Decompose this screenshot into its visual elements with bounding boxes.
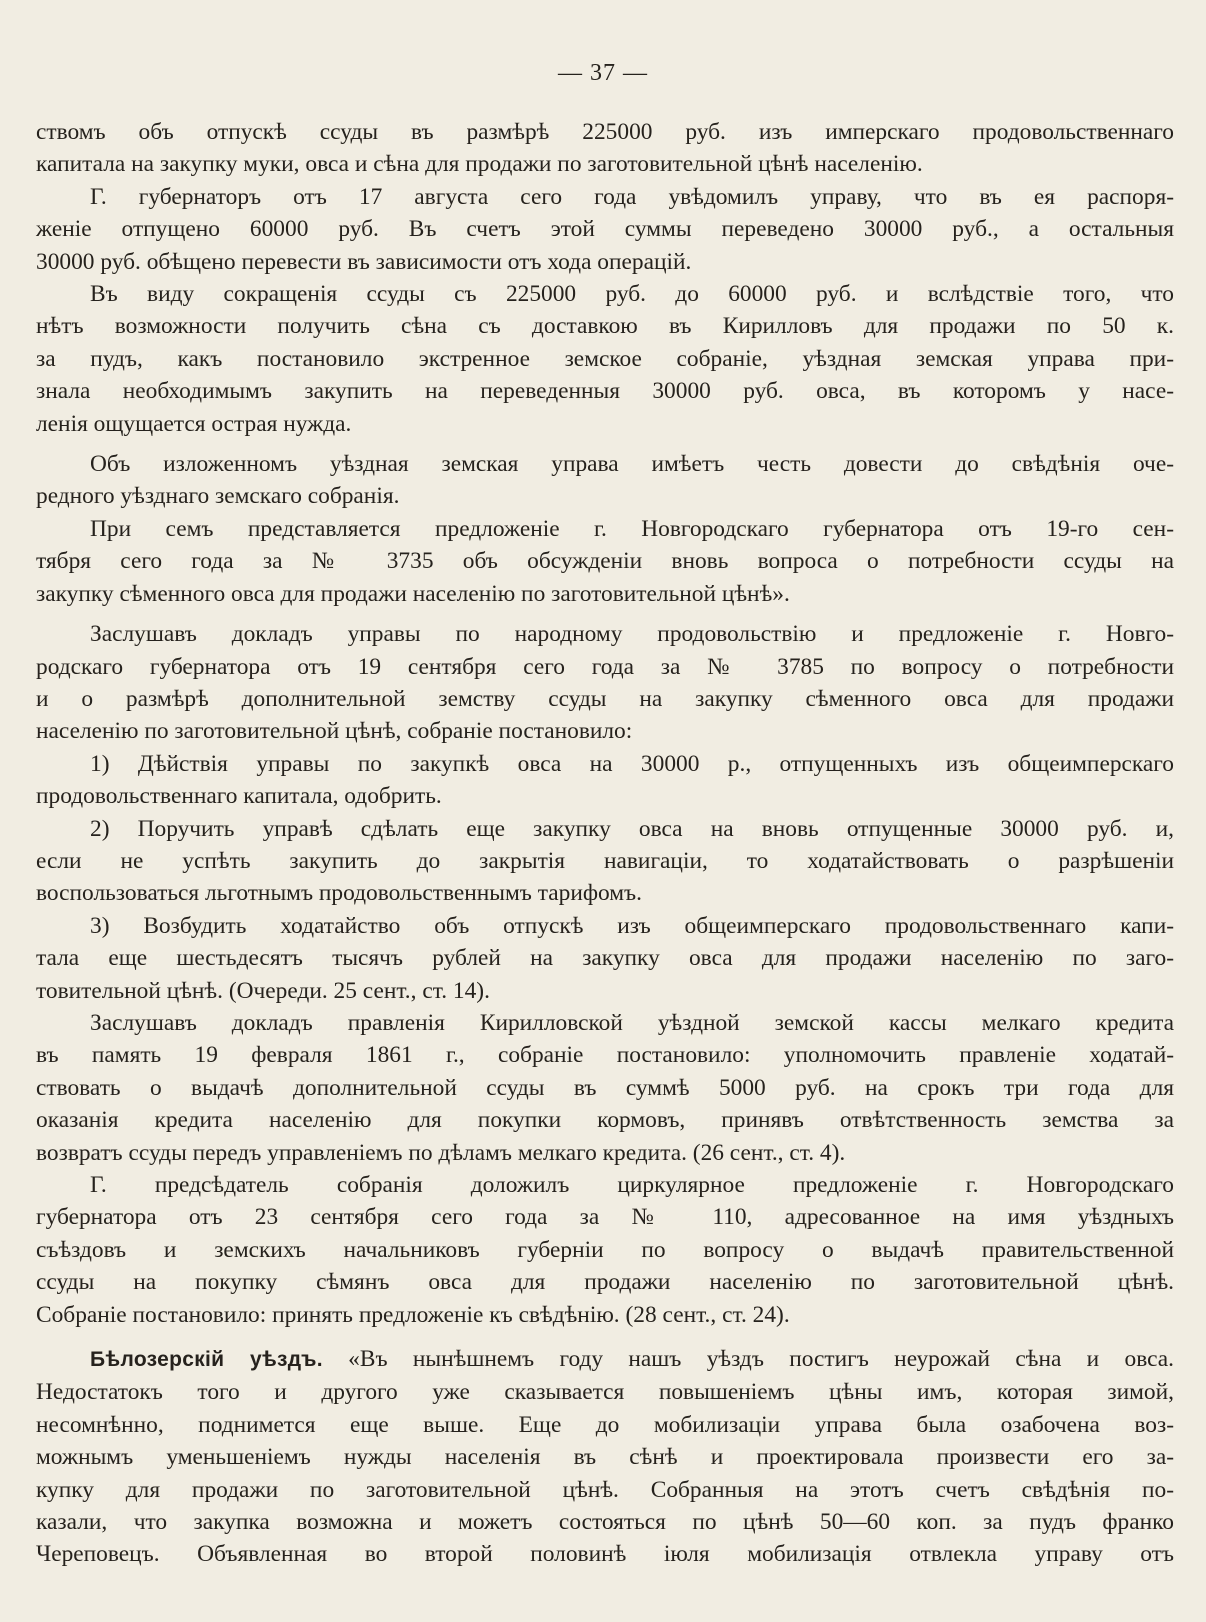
text-line: оказанія кредита населенію для покупки кормовъ, принявъ отвѣтственность земства за <box>36 1107 1174 1134</box>
text-line: Недостатокъ того и другого уже сказывается повышеніемъ цѣны имъ, которая зимой, <box>36 1379 1174 1406</box>
text-line <box>36 1343 1174 1376</box>
section-heading: Бѣлозерскій уѣздъ. <box>90 1348 323 1372</box>
text-line: казали, что закупка возможна и можетъ состояться по цѣнѣ 50—60 коп. за пудъ франко <box>36 1509 1174 1536</box>
text-line: закупку сѣменного овса для продажи населенію по заготовительной цѣнѣ». <box>36 580 790 607</box>
paragraph <box>36 181 1174 278</box>
text-line: несомнѣнно, поднимется еще выше. Еще до мобилизаціи управа была озабочена воз- <box>36 1411 1174 1438</box>
text-line: товительной цѣнѣ. (Очереди. 25 сент., ст. 14). <box>36 977 490 1004</box>
page-number: — 37 — <box>558 60 648 86</box>
text-line: продовольственнаго капитала, одобрить. <box>36 783 442 810</box>
paragraph <box>36 1343 1174 1571</box>
body-text <box>36 116 1174 1571</box>
text-line: и о размѣрѣ дополнительной земству ссуды на закупку сѣменного овса для продажи <box>36 685 1174 712</box>
paragraph <box>36 116 1174 181</box>
text-line: Заслушавъ докладъ управы по народному продовольствію и предложеніе г. Новго- <box>90 621 1174 648</box>
paragraph <box>36 748 1174 813</box>
text-line: купку для продажи по заготовительной цѣнѣ. Собранныя на этотъ счетъ свѣдѣнія по- <box>36 1476 1174 1503</box>
text-line: населенію по заготовительной цѣнѣ, собраніе постановило: <box>36 718 633 745</box>
paragraph <box>36 278 1174 440</box>
text-line: возвратъ ссуды передъ управленіемъ по дѣламъ мелкаго кредита. (26 сент., ст. 4). <box>36 1139 846 1166</box>
text-line: ствовать о выдачѣ дополнительной ссуды въ суммѣ 5000 руб. на срокъ три года для <box>36 1074 1174 1101</box>
text-line: съѣздовъ и земскихъ начальниковъ губерніи по вопросу о выдачѣ правительственной <box>36 1236 1174 1263</box>
text-line: если не успѣть закупить до закрытія навигаціи, то ходатайствовать о разрѣшеніи <box>36 847 1174 874</box>
text-line: Объ изложенномъ уѣздная земская управа имѣетъ честь довести до свѣдѣнія оче- <box>90 451 1174 478</box>
text-line: въ память 19 февраля 1861 г., собраніе постановило: уполномочить правленіе ходатай- <box>36 1042 1174 1069</box>
text-line: воспользоваться льготнымъ продовольственнымъ тарифомъ. <box>36 880 642 907</box>
text-line: можнымъ уменьшеніемъ нужды населенія въ сѣнѣ и проектировала произвести его за- <box>36 1444 1174 1471</box>
paragraph <box>36 448 1174 513</box>
paragraph <box>36 813 1174 910</box>
text-line: 30000 руб. обѣщено перевести въ зависимости отъ хода операцій. <box>36 248 692 275</box>
text-line: При семъ представляется предложеніе г. Новгородскаго губернатора отъ 19-го сен- <box>90 515 1174 542</box>
text-line: ствомъ объ отпускѣ ссуды въ размѣрѣ 225000 руб. изъ имперскаго продовольственнаго <box>36 119 1174 145</box>
paragraph <box>36 1007 1174 1169</box>
paragraph <box>36 513 1174 610</box>
text-line: губернатора отъ 23 сентября сего года за № 110, адресованное на имя уѣздныхъ <box>36 1204 1174 1231</box>
text-line: знала необходимымъ закупить на переведенныя 30000 руб. овса, въ которомъ у насе- <box>36 378 1174 405</box>
paragraph <box>36 910 1174 1007</box>
text-line: Собраніе постановило: принять предложеніе къ свѣдѣнію. (28 сент., ст. 24). <box>36 1301 790 1328</box>
text-line: Г. губернаторъ отъ 17 августа сего года увѣдомилъ управу, что въ ея распоря- <box>90 183 1174 210</box>
text-line: женіе отпущено 60000 руб. Въ счетъ этой суммы переведено 30000 руб., а остальныя <box>36 216 1174 243</box>
paragraph <box>36 1169 1174 1331</box>
text-line: ленія ощущается острая нужда. <box>36 410 352 437</box>
text-line: Въ виду сокращенія ссуды съ 225000 руб. до 60000 руб. и вслѣдствіе того, что <box>90 281 1174 308</box>
text-line: 2) Поручить управѣ сдѣлать еще закупку овса на вновь отпущенные 30000 руб. и, <box>90 815 1174 842</box>
text-line: Г. предсѣдатель собранія доложилъ циркулярное предложеніе г. Новгородскаго <box>90 1172 1174 1198</box>
text-line: 1) Дѣйствія управы по закупкѣ овса на 30000 р., отпущенныхъ изъ общеимперскаго <box>90 750 1174 777</box>
paragraph <box>36 618 1174 748</box>
text-line: ссуды на покупку сѣмянъ овса для продажи населенію по заготовительной цѣнѣ. <box>36 1269 1174 1296</box>
text-line: Череповецъ. Объявленная во второй половинѣ іюля мобилизація отвлекла управу отъ <box>36 1541 1174 1568</box>
text-line: капитала на закупку муки, овса и сѣна для продажи по заготовительной цѣнѣ населенію. <box>36 151 923 178</box>
text-line-content: «Въ нынѣшнемъ году нашъ уѣздъ постигъ неурожай сѣна и овса. <box>348 1346 1174 1373</box>
text-line: 3) Возбудить ходатайство объ отпускѣ изъ общеимперскаго продовольственнаго капи- <box>90 912 1174 939</box>
text-line: тября сего года за № 3735 объ обсужденіи вновь вопроса о потребности ссуды на <box>36 548 1174 575</box>
text-line: родскаго губернатора отъ 19 сентября сего года за № 3785 по вопросу о потребности <box>36 653 1174 680</box>
text-line: редного уѣзднаго земскаго собранія. <box>36 483 400 510</box>
text-line: Заслушавъ докладъ правленія Кирилловской уѣздной земской кассы мелкаго кредита <box>90 1009 1174 1036</box>
text-line: за пудъ, какъ постановило экстренное земское собраніе, уѣздная земская управа при- <box>36 345 1174 372</box>
text-line: нѣтъ возможности получить сѣна съ доставкою въ Кирилловъ для продажи по 50 к. <box>36 313 1174 340</box>
text-line: тала еще шестьдесятъ тысячъ рублей на закупку овса для продажи населенію по заго- <box>36 945 1174 972</box>
